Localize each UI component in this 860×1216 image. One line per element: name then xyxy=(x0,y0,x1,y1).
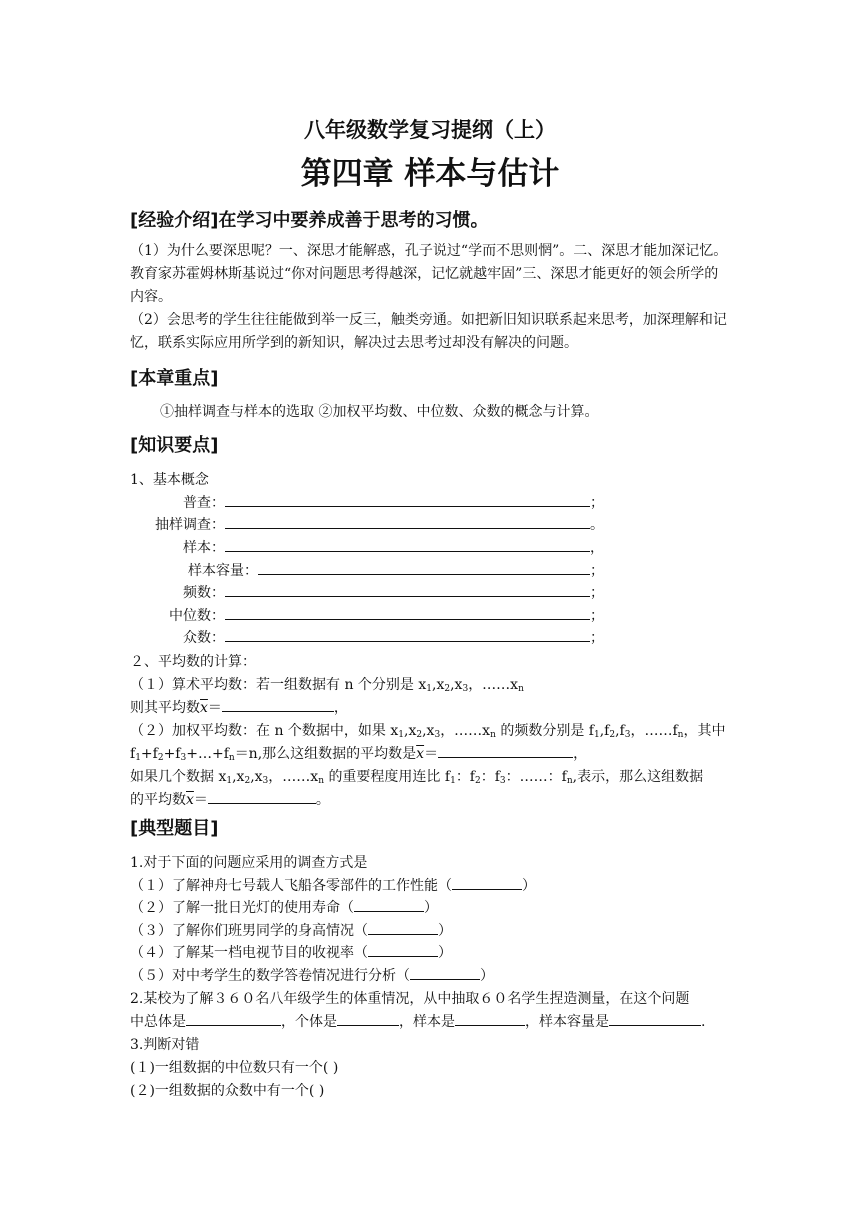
question-1-item-text: （４）了解某一档电视节目的收视率（ xyxy=(130,945,368,961)
answer-blank[interactable] xyxy=(410,965,480,980)
blank-field[interactable] xyxy=(258,560,590,575)
concept-label: 众数： xyxy=(183,630,225,646)
importance-text-mid: 的重要程度用连比 f xyxy=(328,769,451,785)
concept-label: 样本容量： xyxy=(188,563,258,579)
arithmetic-mean-result: 则其平均数$\overline{x}=$ ， xyxy=(130,697,348,717)
experience-paragraph-1: （1）为什么要深思呢？一、深思才能解惑，孔子说过“学而不思则惘”。二、深思才能加深记忆。教育家苏霍姆林斯基说过“你对问题思考得越深，记忆就越牢固”三、深思才能更好的领会所学的内容。 xyxy=(130,243,728,305)
weighted-line2: +…+f xyxy=(186,746,229,762)
examples-heading: [典型题目] xyxy=(130,818,219,839)
concept-row xyxy=(130,537,604,557)
concept-punct: ； xyxy=(590,563,604,579)
question-1-item: （３）了解你们班男同学的身高情况（ ） xyxy=(130,920,452,940)
blank-field[interactable] xyxy=(208,789,316,804)
importance-text-end: ,表示，那么这组数据 xyxy=(572,769,704,785)
weighted-line2b: ＝n,那么这组数据的平均数是 xyxy=(234,746,417,762)
answer-blank[interactable] xyxy=(354,897,424,912)
concept-row xyxy=(130,627,604,647)
question-3-item: (２)一组数据的众数中有一个( ) xyxy=(130,1083,325,1099)
weighted-mean-line: （２）加权平均数：在 n 个数据中，如果 $x_1,x_2,x_3$，$\dots\dots x_n$ 的频数分别是 $f_1,f_2,f_3$，$\dots\dots f_n$，其中 xyxy=(130,723,726,740)
arithmetic-mean-line: （１）算术平均数：若一组数据有 n 个分别是 $x_1,x_2,x_3$，$\dots\dots x_n$ xyxy=(130,677,524,694)
question-1-item-text: （３）了解你们班男同学的身高情况（ xyxy=(130,923,368,939)
concept-punct: ， xyxy=(590,540,604,556)
question-1-item: （１）了解神舟七号载人飞船各零部件的工作性能（ ） xyxy=(130,875,536,895)
question-3: 3.判断对错 xyxy=(130,1037,200,1053)
concept-row xyxy=(130,492,604,512)
question-1-item-text: （５）对中考学生的数学答卷情况进行分析（ xyxy=(130,968,410,984)
arith-then-text: 则其平均数 xyxy=(130,700,200,716)
question-1: 1.对于下面的问题应采用的调查方式是 xyxy=(130,855,368,871)
knowledge-heading: [知识要点] xyxy=(130,435,219,456)
answer-blank[interactable] xyxy=(455,1011,525,1026)
answer-blank[interactable] xyxy=(609,1011,701,1026)
question-1-item: （５）对中考学生的数学答卷情况进行分析（ ） xyxy=(130,965,494,985)
concept-label: 抽样调查： xyxy=(155,517,225,533)
weighted-mean-line-2: $f_1+f_2+f_3+\dots+f_n=n$,那么这组数据的平均数是$\overline{x}=$ ， xyxy=(130,743,587,763)
basic-concepts-title: 1、基本概念 xyxy=(130,472,209,488)
importance-line: 如果几个数据 $x_1,x_2,x_3$，$\dots\dots x_n$ 的重要程度用连比 $f_1$：$f_2$：$f_3$：……：$f_n$,表示，那么这组数据 xyxy=(130,769,704,786)
question-1-item-text: （１）了解神舟七号载人飞船各零部件的工作性能（ xyxy=(130,878,452,894)
answer-blank[interactable] xyxy=(368,942,438,957)
mean-title: ２、平均数的计算： xyxy=(130,654,256,670)
question-3-item: (１)一组数据的中位数只有一个( ) xyxy=(130,1060,339,1076)
key-points-text: ①抽样调查与样本的选取 ②加权平均数、中位数、众数的概念与计算。 xyxy=(160,404,599,420)
document-subtitle: 八年级数学复习提纲（上） xyxy=(304,118,556,142)
question-1-item: （２）了解一批日光灯的使用寿命（ ） xyxy=(130,897,438,917)
q2-text: ，样本容量是 xyxy=(525,1014,609,1030)
question-1-item-text: （２）了解一批日光灯的使用寿命（ xyxy=(130,900,354,916)
concept-row xyxy=(130,605,604,625)
concept-punct: 。 xyxy=(590,517,604,533)
blank-field[interactable] xyxy=(225,537,590,552)
blank-field[interactable] xyxy=(225,492,590,507)
key-points-heading: [本章重点] xyxy=(130,368,219,389)
weighted-text-mid: 的频数分别是 f xyxy=(500,723,594,739)
blank-field[interactable] xyxy=(225,514,590,529)
question-2-line-2: 中总体是 ，个体是 ，样本是 ，样本容量是 . xyxy=(130,1011,705,1031)
answer-blank[interactable] xyxy=(186,1011,281,1026)
concept-label: 中位数： xyxy=(169,608,225,624)
arith-text: （１）算术平均数：若一组数据有 n 个分别是 x xyxy=(130,677,427,693)
experience-paragraph-2: （2）会思考的学生往往能做到举一反三，触类旁通。如把新旧知识联系起来思考，加深理解和记忆，联系实际应用所学到的新知识，解决过去思考过却没有解决的问题。 xyxy=(130,312,727,351)
q2-text: 中总体是 xyxy=(130,1014,186,1030)
concept-punct: ； xyxy=(590,630,604,646)
concept-punct: ； xyxy=(590,585,604,601)
concept-punct: ； xyxy=(590,495,604,511)
concept-label: 普查： xyxy=(183,495,225,511)
q2-text: ，个体是 xyxy=(281,1014,337,1030)
question-2-line-1: 2.某校为了解３６０名八年级学生的体重情况，从中抽取６０名学生捏造测量，在这个问题 xyxy=(130,991,690,1007)
blank-field[interactable] xyxy=(222,697,334,712)
answer-blank[interactable] xyxy=(368,920,438,935)
chapter-title: 第四章 样本与估计 xyxy=(300,156,560,192)
blank-field[interactable] xyxy=(225,582,590,597)
weighted-text: （２）加权平均数：在 n 个数据中，如果 x xyxy=(130,723,399,739)
concept-punct: ； xyxy=(590,608,604,624)
importance-text: 如果几个数据 x xyxy=(130,769,227,785)
arith-text-mid: ，……x xyxy=(468,677,519,693)
blank-field[interactable] xyxy=(225,605,590,620)
question-1-item: （４）了解某一档电视节目的收视率（ ） xyxy=(130,942,452,962)
importance-line-2: 的平均数$\overline{x}=$ 。 xyxy=(130,789,330,809)
answer-blank[interactable] xyxy=(452,875,522,890)
concept-label: 频数： xyxy=(183,585,225,601)
blank-field[interactable] xyxy=(225,627,590,642)
blank-field[interactable] xyxy=(438,743,573,758)
concept-row xyxy=(130,582,604,602)
concept-row xyxy=(130,560,604,580)
concept-row xyxy=(130,514,604,534)
concept-label: 样本： xyxy=(183,540,225,556)
importance-line2-text: 的平均数 xyxy=(130,792,186,808)
answer-blank[interactable] xyxy=(337,1011,399,1026)
weighted-text-mid2: ，其中 xyxy=(683,723,726,739)
experience-heading: [经验介绍]在学习中要养成善于思考的习惯。 xyxy=(130,210,489,231)
q2-text: ，样本是 xyxy=(399,1014,455,1030)
